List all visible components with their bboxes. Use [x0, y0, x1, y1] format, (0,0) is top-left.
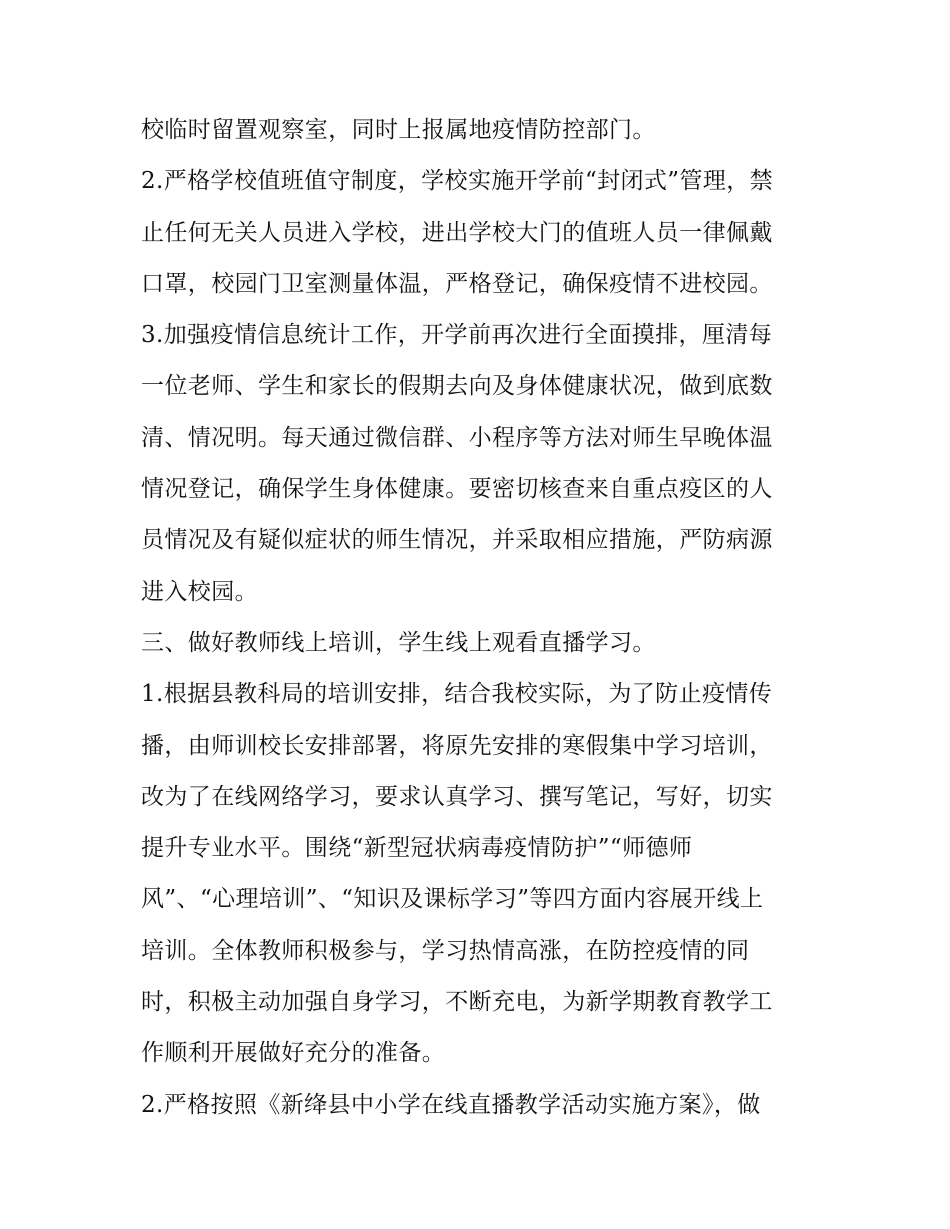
text-line: 提升专业水平。围绕“新型冠状病毒疫情防护”“师德师: [141, 835, 693, 862]
text-line: 时，积极主动加强自身学习，不断充电，为新学期教育教学工: [141, 989, 773, 1016]
text-line: 校临时留置观察室，同时上报属地疫情防控部门。: [141, 117, 656, 143]
text-line: 2.严格按照《新绛县中小学在线直播教学活动实施方案》，做: [141, 1091, 761, 1118]
text-line: 培训。全体教师积极参与，学习热情高涨，在防控疫情的同: [141, 937, 750, 964]
text-line: 风”、“心理培训”、“知识及课标学习”等四方面内容展开线上: [141, 886, 764, 913]
text-line: 2.严格学校值班值守制度，学校实施开学前“封闭式”管理，禁: [141, 168, 774, 195]
text-line: 1.根据县教科局的培训安排，结合我校实际，为了防止疫情传: [141, 681, 773, 708]
text-line: 播，由师训校长安排部署，将原先安排的寒假集中学习培训，: [141, 732, 773, 759]
text-line: 进入校园。: [141, 578, 258, 605]
text-line: 清、情况明。每天通过微信群、小程序等方法对师生早晚体温: [141, 424, 773, 451]
text-line: 止任何无关人员进入学校，进出学校大门的值班人员一律佩戴: [141, 219, 773, 246]
text-line: 作顺利开展做好充分的准备。: [141, 1040, 446, 1067]
text-line: 情况登记，确保学生身体健康。要密切核查来自重点疫区的人: [141, 476, 773, 503]
text-line: 改为了在线网络学习，要求认真学习、撰写笔记，写好，切实: [141, 783, 773, 810]
section-heading: 三、做好教师线上培训，学生线上观看直播学习。: [141, 629, 656, 656]
text-line: 一位老师、学生和家长的假期去向及身体健康状况，做到底数: [141, 373, 773, 400]
text-line: 3.加强疫情信息统计工作，开学前再次进行全面摸排，厘清每: [141, 322, 773, 349]
body-text: [141, 105, 821, 1131]
text-line: 口罩，校园门卫室测量体温，严格登记，确保疫情不进校园。: [141, 270, 773, 297]
text-line: 员情况及有疑似症状的师生情况，并采取相应措施，严防病源: [141, 527, 773, 554]
